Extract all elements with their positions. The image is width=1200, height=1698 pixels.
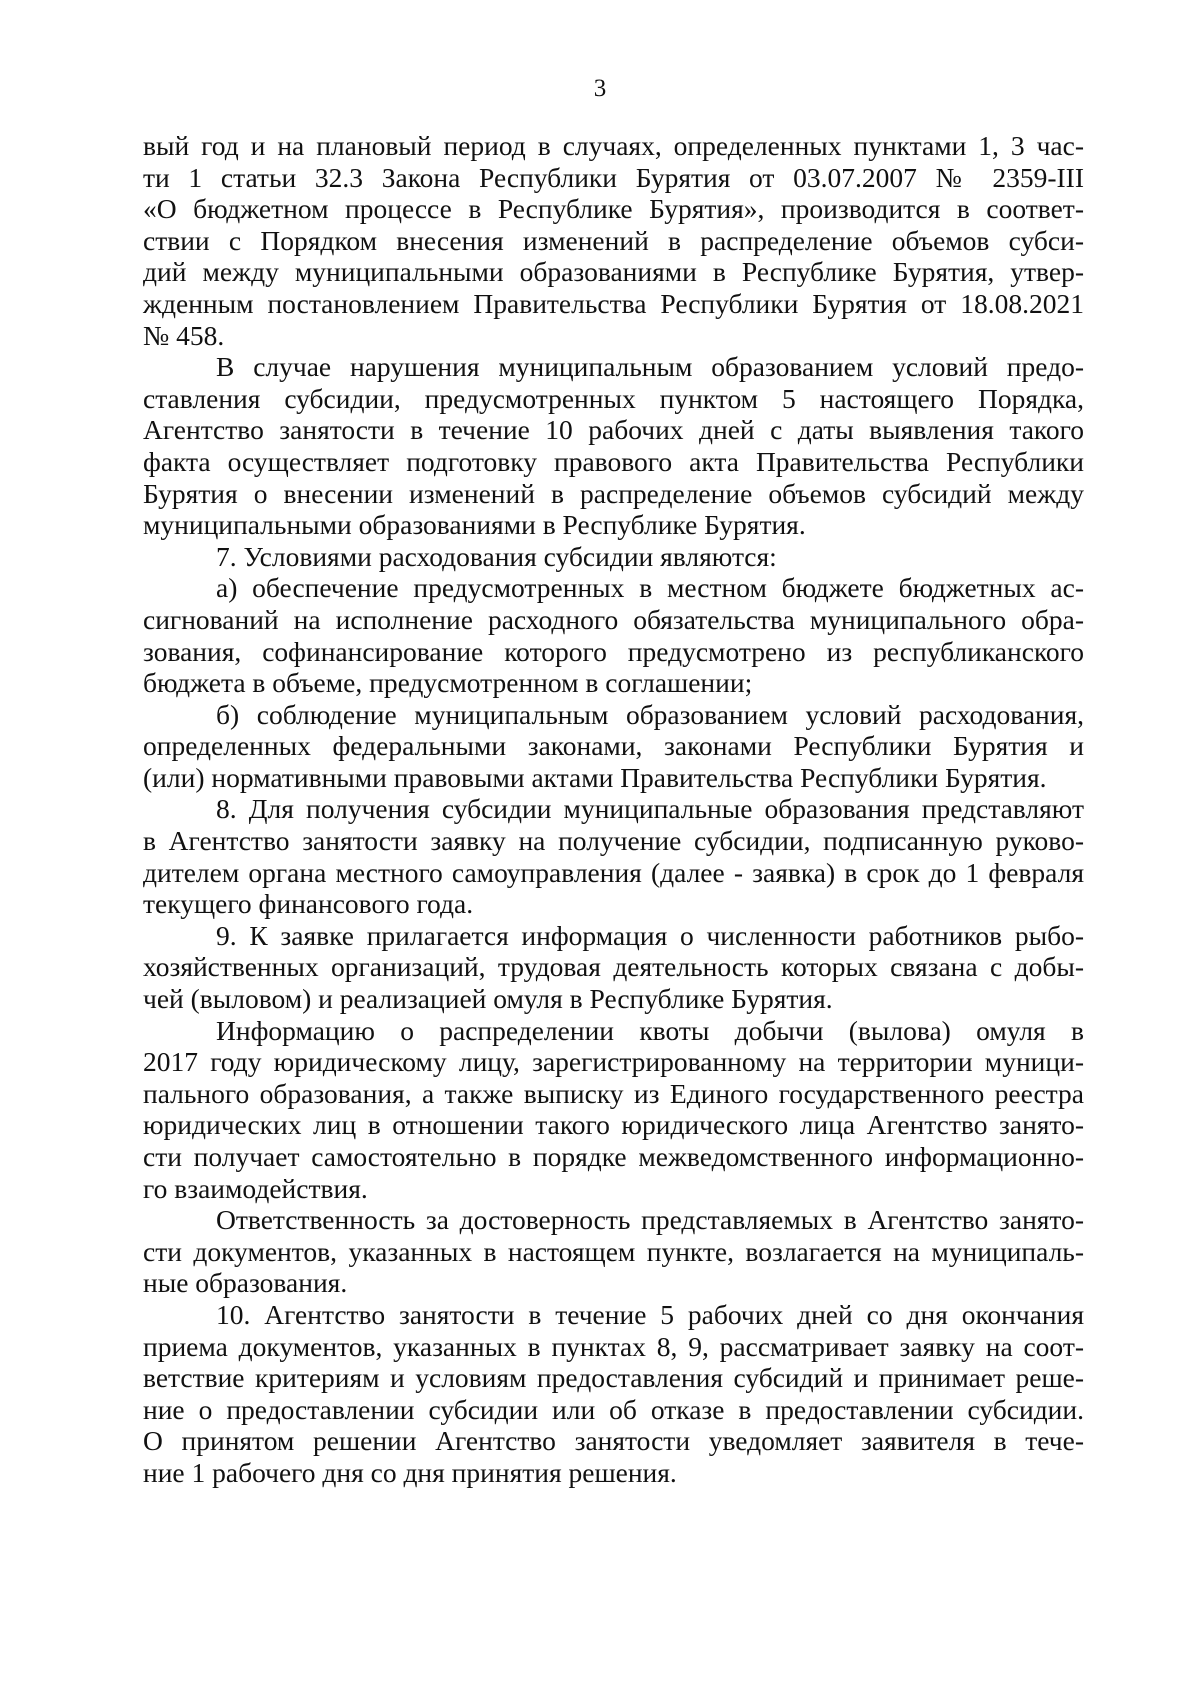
text-line: в Агентство занятости заявку на получение субсидии, подписанную руково-: [143, 825, 1084, 857]
text-line: дий между муниципальными образованиями в Республике Бурятия, утвер-: [143, 256, 1084, 288]
page-number: 3: [593, 75, 607, 102]
text-line: а) обеспечение предусмотренных в местном бюджете бюджетных ас-: [216, 572, 1084, 604]
text-line: вый год и на плановый период в случаях, определенных пунктами 1, 3 час-: [143, 130, 1084, 161]
text-line: сти документов, указанных в настоящем пункте, возлагается на муниципаль-: [143, 1235, 1084, 1267]
text-line: пального образования, а также выписку из Единого государственного реестра: [143, 1077, 1084, 1109]
text-line: муниципальными образованиями в Республике Бурятия.: [143, 509, 806, 541]
text-line: ветствие критериям и условиям предоставления субсидий и принимает реше-: [143, 1362, 1084, 1394]
text-line: жденным постановлением Правительства Республики Бурятия от 18.08.2021: [143, 287, 1084, 319]
text-line: Агентство занятости в течение 10 рабочих дней с даты выявления такого: [143, 414, 1084, 446]
text-line: го взаимодействия.: [143, 1172, 368, 1204]
text-line: определенных федеральными законами, законами Республики Бурятия и: [143, 730, 1084, 762]
text-line: приема документов, указанных в пунктах 8, 9, рассматривает заявку на соот-: [143, 1330, 1084, 1362]
text-line: 7. Условиями расходования субсидии являются:: [216, 540, 777, 572]
text-line: 2017 году юридическому лицу, зарегистрированному на территории муници-: [143, 1046, 1084, 1078]
text-line: 10. Агентство занятости в течение 5 рабочих дней со дня окончания: [216, 1298, 1084, 1330]
text-line: ствии с Порядком внесения изменений в распределение объемов субси-: [143, 224, 1084, 256]
text-line: дителем органа местного самоуправления (далее - заявка) в срок до 1 февраля: [143, 856, 1084, 888]
text-line: сигнований на исполнение расходного обязательства муниципального обра-: [143, 603, 1084, 635]
text-line: юридических лиц в отношении такого юридического лица Агентство занято-: [143, 1109, 1084, 1141]
text-line: ние о предоставлении субсидии или об отказе в предоставлении субсидии.: [143, 1393, 1084, 1425]
text-line: ставления субсидии, предусмотренных пунктом 5 настоящего Порядка,: [143, 382, 1084, 414]
text-line: Бурятия о внесении изменений в распределение объемов субсидий между: [143, 477, 1084, 509]
text-line: В случае нарушения муниципальным образованием условий предо-: [216, 351, 1084, 383]
text-line: сти получает самостоятельно в порядке межведомственного информационно-: [143, 1141, 1084, 1172]
document-body: [143, 130, 1084, 1489]
text-line: (или) нормативными правовыми актами Правительства Республики Бурятия.: [143, 761, 1047, 793]
text-line: «О бюджетном процессе в Республике Бурятия», производится в соответ-: [143, 193, 1084, 225]
text-line: Ответственность за достоверность представляемых в Агентство занято-: [216, 1204, 1084, 1236]
text-line: 8. Для получения субсидии муниципальные образования представляют: [216, 793, 1084, 825]
text-line: ные образования.: [143, 1267, 348, 1299]
text-line: б) соблюдение муниципальным образованием условий расходования,: [216, 698, 1084, 730]
text-line: ние 1 рабочего дня со дня принятия решения.: [143, 1456, 677, 1488]
text-line: факта осуществляет подготовку правового акта Правительства Республики: [143, 445, 1084, 477]
text-line: 9. К заявке прилагается информация о численности работников рыбо-: [216, 919, 1084, 951]
text-line: зования, софинансирование которого предусмотрено из республиканского: [143, 635, 1084, 667]
text-line: ти 1 статьи 32.3 Закона Республики Бурятия от 03.07.2007 № 2359-III: [143, 161, 1084, 193]
text-line: текущего финансового года.: [143, 888, 474, 920]
text-line: О принятом решении Агентство занятости уведомляет заявителя в тече-: [143, 1425, 1084, 1457]
text-line: чей (выловом) и реализацией омуля в Республике Бурятия.: [143, 983, 833, 1015]
text-line: № 458.: [143, 319, 225, 351]
text-line: хозяйственных организаций, трудовая деятельность которых связана с добы-: [143, 951, 1084, 983]
text-line: бюджета в объеме, предусмотренном в соглашении;: [143, 667, 753, 699]
text-line: Информацию о распределении квоты добычи (вылова) омуля в: [216, 1014, 1084, 1046]
